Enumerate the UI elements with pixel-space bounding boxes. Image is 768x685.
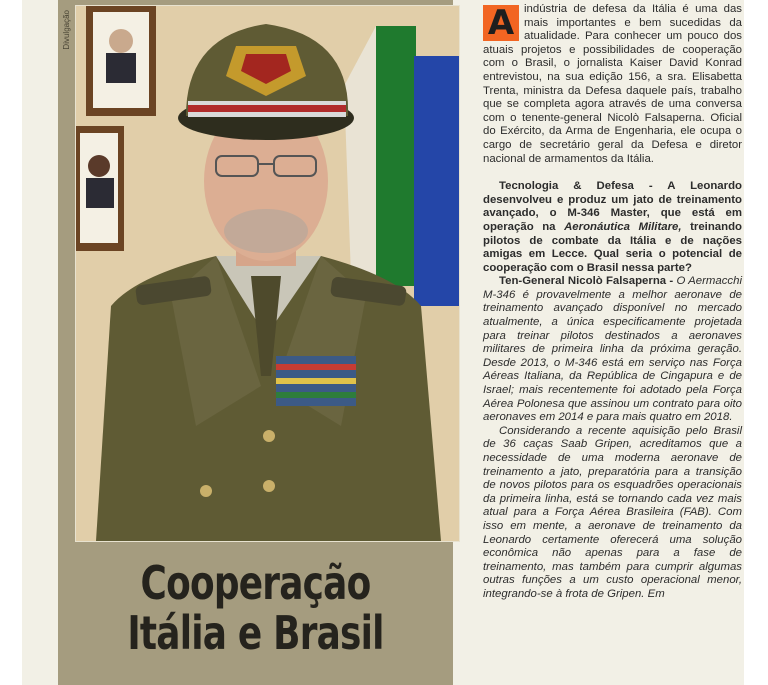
question-text-a: Tecnologia & Defesa - A Leonardo desenvolveu e produz um jato de treinamento avançado, o M-346 Master, que está em operação na (483, 180, 742, 233)
magazine-page (22, 0, 744, 685)
question-emphasis: Aeronáutica Militare, (564, 220, 682, 233)
headline-line-1: Cooperação (140, 556, 371, 610)
drop-cap: A (483, 5, 519, 41)
answer-paragraph-1: O Aermacchi M-346 é provavelmente a melhor aeronave de treinamento avançado disponível no mercado atualmente, a única especificamente projetada para treinar pilotos destinados a aeronaves militares de primeira linha da próxima geração. Desde 2013, o M-346 está em serviço nas Força Aéreas Italiana, da República de Cingapura e de Israel; mais recentemente foi adotado pela Força Aérea Polonesa que assinou um contrato para oito aeronaves em 2014 e para mais quatro em 2018. (483, 275, 742, 424)
portrait-photo (75, 5, 460, 542)
answer-label: Ten-General Nicolò Falsaperna - (499, 275, 677, 288)
interview-question (483, 180, 742, 275)
interview-answer (483, 275, 742, 425)
headline (101, 558, 409, 658)
article-column (483, 0, 742, 685)
intro-paragraph: indústria de defesa da Itália é uma das mais importantes e bem sucedidas da atualidade. Para conhecer um pouco dos atuais projetos e possibilidades de cooperação com o Brasil, o jornalista Kaiser David Konrad entrevistou, na sua edição 156, a sra. Elisabetta Trenta, ministra da Defesa daquele país, trabalho que se completa agora através de uma conversa com o tenente-general Nicolò Falsaperna. Oficial do Exército, da Arma de Engenharia, ele ocupa o cargo de secretário geral da Defesa e diretor nacional de armamentos da Itália. (483, 3, 742, 165)
headline-line-2: Itália e Brasil (127, 606, 384, 660)
photo-credit: Divulgação (62, 10, 71, 50)
portrait-illustration (76, 6, 459, 541)
article-intro (483, 0, 742, 166)
question-text-b: treinando pilotos de combate da Itália e de nações amigas em Lecce. Qual seria o potencial de cooperação com o Brasil nessa parte? (483, 220, 742, 274)
answer-paragraph-2: Considerando a recente aquisição pelo Brasil de 36 caças Saab Gripen, acreditamos que a necessidade de uma moderna aeronave de treinamento a jato, preparatória para a transição de novos pilotos para os esquadrões operacionais da primeira linha, está se tornando cada vez mais atual para a Força Aérea Brasileira (FAB). Com isso em mente, a aeronave de treinamento da Leonardo certamente oferecerá uma solução econômica não apenas para a fase de treinamento, mas também para cumprir algumas outras funções a um custo operacional menor, integrando-se à frota de Gripen. Em (483, 424, 742, 600)
